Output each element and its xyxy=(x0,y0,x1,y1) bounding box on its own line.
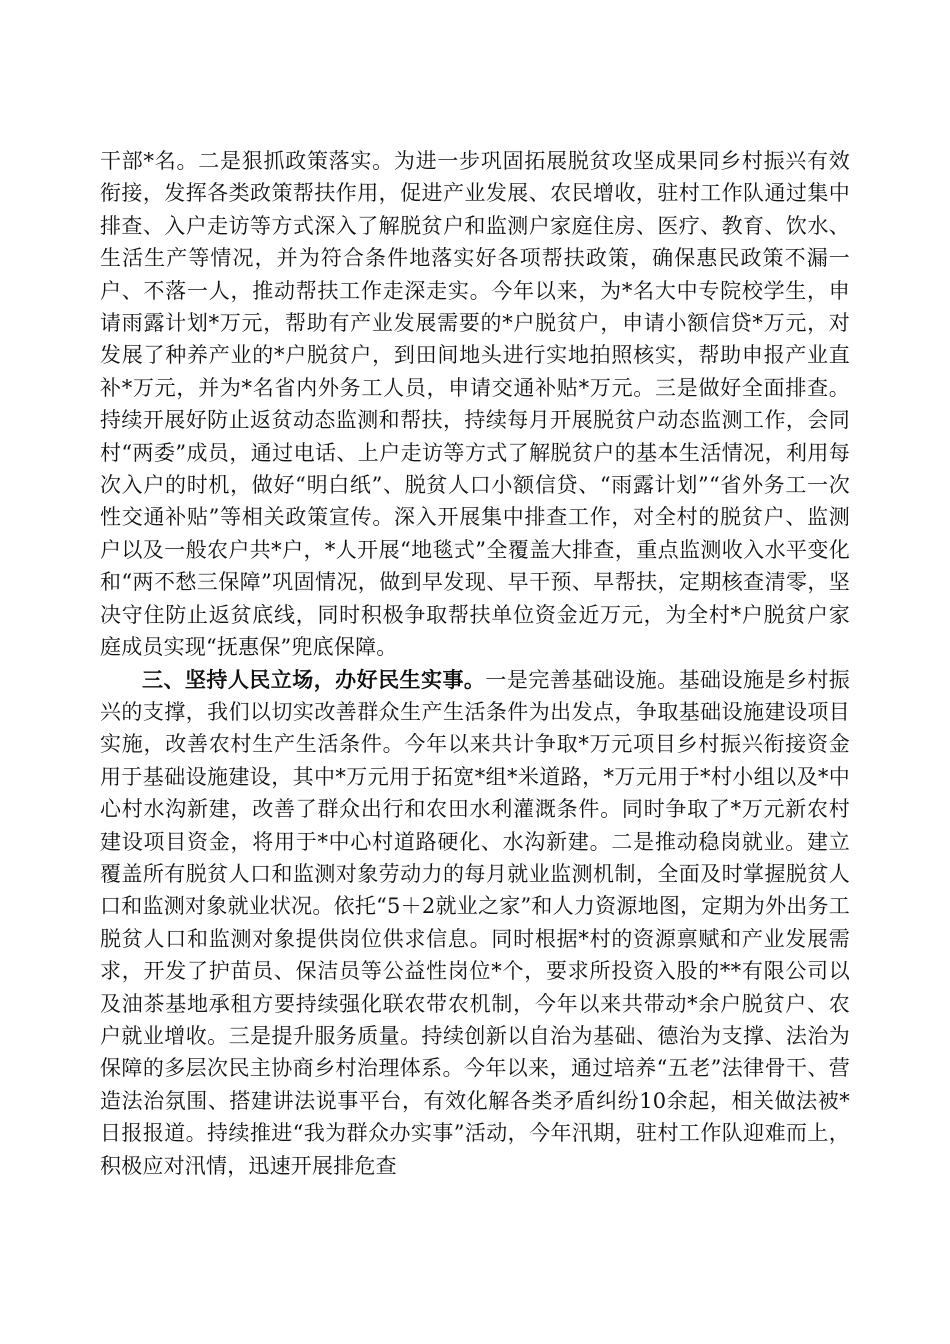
paragraph-section-three xyxy=(100,664,850,1183)
section-heading: 三、坚持人民立场，办好民生实事。 xyxy=(142,666,486,692)
paragraph-body-text: 一是完善基础设施。基础设施是乡村振兴的支撑，我们以切实改善群众生产生活条件为出发点，争取基础设施建设项目实施，改善农村生产生活条件。今年以来共计争取*万元项目乡村振兴衔接资金用于基础设施建设，其中*万元用于拓宽*组*米道路，*万元用于*村小组以及*中心村水沟新建，改善了群众出行和农田水利灌溉条件。同时争取了*万元新农村建设项目资金，将用于*中心村道路硬化、水沟新建。二是推动稳岗就业。建立覆盖所有脱贫人口和监测对象劳动力的每月就业监测机制，全面及时掌握脱贫人口和监测对象就业状况。依托“5＋2就业之家”和人力资源地图，定期为外出务工脱贫人口和监测对象提供岗位供求信息。同时根据*村的资源禀赋和产业发展需求，开发了护苗员、保洁员等公益性岗位*个，要求所投资入股的**有限公司以及油茶基地承租方要持续强化联农带农机制，今年以来共带动*余户脱贫户、农户就业增收。三是提升服务质量。持续创新以自治为基础、德治为支撑、法治为保障的多层次民主协商乡村治理体系。今年以来，通过培养“五老”法律骨干、营造法治氛围、搭建讲法说事平台，有效化解各类矛盾纠纷10余起，相关做法被*日报报道。持续推进“我为群众办实事”活动，今年汛期，驻村工作队迎难而上，积极应对汛情，迅速开展排危查 xyxy=(100,667,850,1178)
document-page xyxy=(100,145,850,1182)
paragraph-body-text: 干部*名。二是狠抓政策落实。为进一步巩固拓展脱贫攻坚成果同乡村振兴有效衔接，发挥各类政策帮扶作用，促进产业发展、农民增收，驻村工作队通过集中排查、入户走访等方式深入了解脱贫户和监测户家庭住房、医疗、教育、饮水、生活生产等情况，并为符合条件地落实好各项帮扶政策，确保惠民政策不漏一户、不落一人，推动帮扶工作走深走实。今年以来，为*名大中专院校学生，申请雨露计划*万元，帮助有产业发展需要的*户脱贫户，申请小额信贷*万元，对发展了种养产业的*户脱贫户，到田间地头进行实地拍照核实，帮助申报产业直补*万元，并为*名省内外务工人员，申请交通补贴*万元。三是做好全面排查。持续开展好防止返贫动态监测和帮扶，持续每月开展脱贫户动态监测工作，会同村“两委”成员，通过电话、上户走访等方式了解脱贫户的基本生活情况，利用每次入户的时机，做好“明白纸”、脱贫人口小额信贷、“雨露计划”“省外务工一次性交通补贴”等相关政策宣传。深入开展集中排查工作，对全村的脱贫户、监测户以及一般农户共*户，*人开展“地毯式”全覆盖大排查，重点监测收入水平变化和“两不愁三保障”巩固情况，做到早发现、早干预、早帮扶，定期核查清零，坚决守住防止返贫底线，同时积极争取帮扶单位资金近万元，为全村*户脱贫户家庭成员实现“抚惠保”兜底保障。 xyxy=(100,149,850,660)
paragraph-continuation xyxy=(100,145,850,664)
